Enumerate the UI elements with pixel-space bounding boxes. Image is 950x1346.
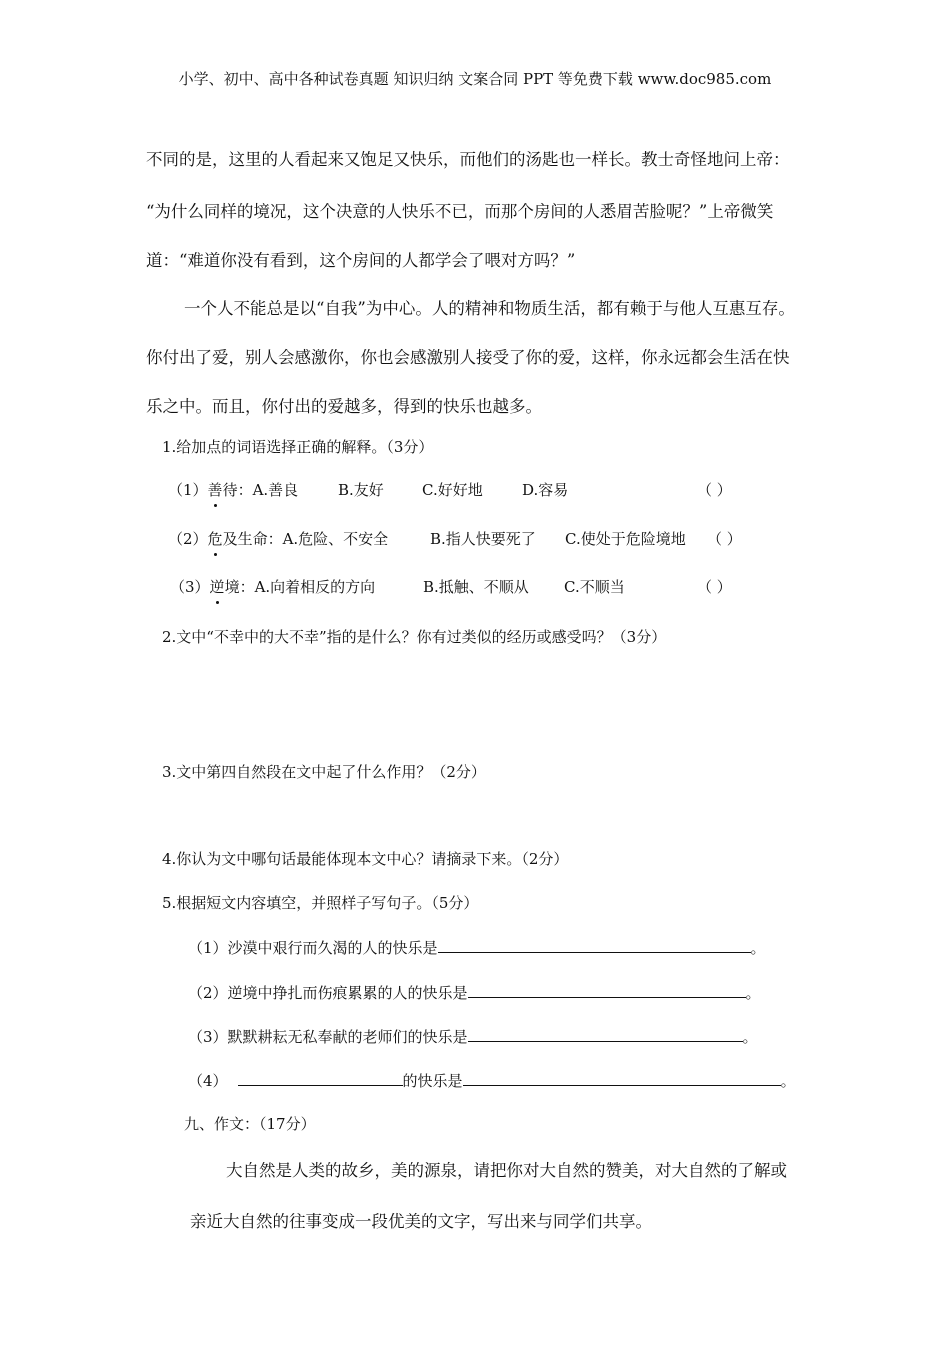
item-number: （1） bbox=[168, 481, 208, 499]
q5-sentence-1 bbox=[188, 937, 766, 958]
passage-line: 不同的是，这里的人看起来又饱足又快乐，而他们的汤匙也一样长。教士奇怪地问上帝： bbox=[146, 150, 790, 169]
sentence-text: 的快乐是 bbox=[402, 1072, 463, 1090]
dotted-char: 善 bbox=[207, 481, 223, 499]
passage-line: “为什么同样的境况，这个决意的人快乐不已，而那个房间的人悉眉苦脸呢？”上帝微笑 bbox=[146, 202, 774, 221]
option-a: A.危险、不安全 bbox=[282, 530, 389, 548]
answer-blank[interactable] bbox=[468, 982, 746, 998]
option-c: C.不顺当 bbox=[564, 578, 625, 596]
question-3: 3.文中第四自然段在文中起了什么作用？（2分） bbox=[162, 763, 486, 781]
sentence-text: （4） bbox=[188, 1072, 228, 1090]
answer-blank[interactable] bbox=[463, 1070, 781, 1086]
period: 。 bbox=[745, 984, 761, 1002]
item-word: 待： bbox=[222, 481, 253, 499]
answer-blank[interactable] bbox=[438, 937, 751, 953]
question-5-stem: 5.根据短文内容填空，并照样子写句子。（5分） bbox=[162, 894, 479, 912]
composition-title: 九、作文：（17分） bbox=[184, 1115, 316, 1133]
sentence-text: （1）沙漠中艰行而久渴的人的快乐是 bbox=[188, 939, 438, 957]
answer-blank[interactable] bbox=[468, 1026, 743, 1042]
passage-line: 一个人不能总是以“自我”为中心。人的精神和物质生活，都有赖于与他人互惠互存。 bbox=[184, 299, 795, 318]
q5-sentence-4 bbox=[188, 1070, 796, 1091]
item-number: （2） bbox=[168, 530, 208, 548]
option-c: C.好好地 bbox=[422, 481, 483, 499]
passage-line: 你付出了爱，别人会感激你，你也会感激别人接受了你的爱，这样，你永远都会生活在快 bbox=[146, 348, 790, 367]
passage-line: 乐之中。而且，你付出的爱越多，得到的快乐也越多。 bbox=[146, 397, 542, 416]
period: 。 bbox=[750, 939, 766, 957]
q1-item-1 bbox=[168, 479, 298, 500]
composition-prompt-line: 大自然是人类的故乡，美的源泉，请把你对大自然的赞美，对大自然的了解或 bbox=[226, 1161, 787, 1180]
q1-item-3 bbox=[170, 576, 375, 597]
option-c: C.使处于危险境地 bbox=[565, 530, 686, 548]
question-2: 2.文中“不幸中的大不幸”指的是什么？你有过类似的经历或感受吗？（3分） bbox=[162, 628, 667, 646]
item-word: 境： bbox=[224, 578, 255, 596]
composition-prompt-line: 亲近大自然的往事变成一段优美的文字，写出来与同学们共享。 bbox=[190, 1212, 652, 1231]
item-number: （3） bbox=[170, 578, 210, 596]
answer-parentheses[interactable]: （ ） bbox=[707, 530, 742, 548]
dotted-char: 危 bbox=[207, 530, 223, 548]
sentence-text: （3）默默耕耘无私奉献的老师们的快乐是 bbox=[188, 1028, 468, 1046]
option-b: B.友好 bbox=[338, 481, 384, 499]
question-1-stem: 1.给加点的词语选择正确的解释。（3分） bbox=[162, 438, 434, 456]
q5-sentence-3 bbox=[188, 1026, 758, 1047]
dotted-char: 逆 bbox=[209, 578, 225, 596]
answer-blank[interactable] bbox=[238, 1070, 403, 1086]
period: 。 bbox=[780, 1072, 796, 1090]
option-a: A.向着相反的方向 bbox=[254, 578, 376, 596]
answer-parentheses[interactable]: （ ） bbox=[697, 481, 732, 499]
answer-parentheses[interactable]: （ ） bbox=[697, 578, 732, 596]
option-b: B.抵触、不顺从 bbox=[423, 578, 529, 596]
question-4: 4.你认为文中哪句话最能体现本文中心？请摘录下来。（2分） bbox=[162, 850, 569, 868]
q1-item-2 bbox=[168, 528, 388, 549]
page-header: 小学、初中、高中各种试卷真题 知识归纳 文案合同 PPT 等免费下载 www.doc985.com bbox=[178, 70, 772, 88]
passage-line: 道：“难道你没有看到，这个房间的人都学会了喂对方吗？” bbox=[146, 251, 576, 270]
q5-sentence-2 bbox=[188, 982, 761, 1003]
option-d: D.容易 bbox=[522, 481, 569, 499]
period: 。 bbox=[742, 1028, 758, 1046]
option-a: A.善良 bbox=[252, 481, 299, 499]
sentence-text: （2）逆境中挣扎而伤痕累累的人的快乐是 bbox=[188, 984, 468, 1002]
option-b: B.指人快要死了 bbox=[430, 530, 536, 548]
item-word: 及生命： bbox=[222, 530, 283, 548]
